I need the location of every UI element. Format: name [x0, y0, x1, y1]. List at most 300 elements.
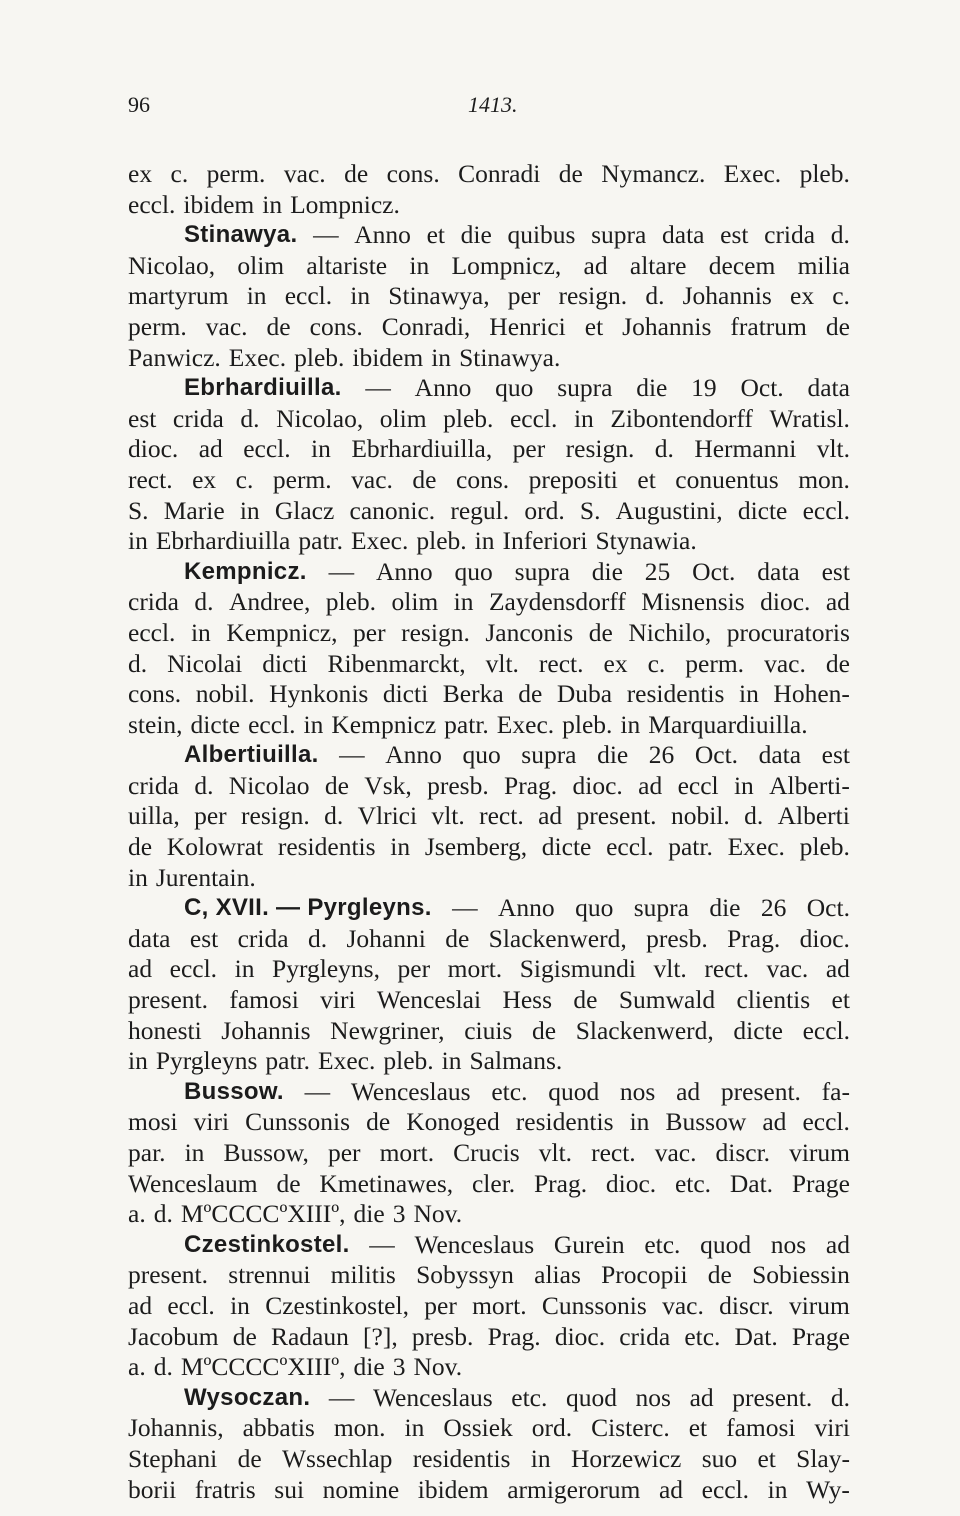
word: Misnensis [641, 587, 745, 617]
word: clientis [736, 985, 811, 1015]
word: Oct. [806, 893, 850, 923]
word: die [460, 220, 492, 250]
word: — [313, 220, 339, 250]
word: per [327, 1138, 361, 1167]
word: viri [814, 1413, 850, 1443]
word: Gurein [553, 1229, 625, 1259]
word: crida [128, 587, 179, 617]
word: Oct. [694, 740, 739, 770]
word: de [324, 770, 349, 800]
word: Cunssonis [541, 1290, 647, 1320]
word: pleb. [325, 587, 377, 617]
word: ibidem [417, 1474, 489, 1504]
word: in [441, 1046, 462, 1076]
word: Zibontendorff [610, 403, 753, 433]
text-line [128, 1291, 850, 1322]
word: Konoged [406, 1107, 500, 1137]
word: ad [762, 1107, 787, 1137]
word: eccl. [128, 617, 176, 647]
word: etc. [491, 1076, 528, 1106]
word: supra [591, 220, 647, 250]
word: de [276, 1168, 301, 1198]
word: pleb. [799, 832, 850, 862]
word: Ossiek [443, 1413, 513, 1443]
word: in [390, 832, 411, 862]
word: MºCCCCºXIIIº, [180, 1199, 346, 1229]
word: vlt. [538, 1138, 573, 1167]
word: pleb. [562, 709, 613, 739]
word: Jsemberg, [424, 832, 528, 862]
word: resign. [558, 281, 628, 311]
word: in [262, 189, 283, 219]
word: borii [128, 1474, 177, 1504]
word: et [757, 1443, 776, 1473]
word: — [328, 1382, 355, 1412]
word: presb. [427, 770, 489, 800]
word: pleb. [799, 159, 850, 188]
word: data [662, 220, 705, 250]
word: eccl. [606, 832, 654, 862]
word: residentis [626, 679, 725, 709]
text-line [128, 710, 850, 741]
text-line [128, 801, 850, 832]
word: Kolowrat [166, 832, 264, 862]
word: a. [128, 1352, 146, 1382]
word: Hohen- [773, 679, 850, 709]
text-line [128, 526, 850, 557]
word: 3 [392, 1352, 406, 1382]
word: vac. [205, 311, 248, 341]
word: pleb. [294, 342, 345, 372]
word: Sobyssyn [416, 1260, 514, 1290]
word: Nymancz. [601, 159, 706, 188]
word: in [350, 281, 371, 311]
text-line [128, 343, 850, 374]
word: Nicolao, [276, 403, 364, 433]
word: de [366, 1107, 391, 1137]
word: Prag. [487, 1321, 541, 1351]
word: de [531, 1015, 557, 1045]
word: Dat. [729, 1168, 774, 1198]
word: eccl. [802, 1107, 850, 1137]
word: Slackenwerd, [488, 923, 627, 953]
word: Exec. [727, 832, 785, 862]
word: stein, [128, 709, 183, 739]
word: de [825, 311, 850, 341]
text-line [128, 587, 850, 618]
word: ad [638, 770, 663, 800]
word: et [831, 985, 850, 1015]
word: mort. [472, 1290, 527, 1320]
word: per [507, 281, 541, 311]
word: — [304, 1076, 331, 1106]
word: Exec. [496, 709, 555, 739]
word: eccl. [248, 709, 296, 739]
word: nobil. [195, 679, 255, 709]
word: resign. [565, 434, 635, 464]
word: supra [633, 893, 689, 923]
word: d. [153, 1199, 173, 1229]
page-number: 96 [128, 92, 150, 117]
word: ad [198, 434, 223, 464]
word: Berka [442, 679, 504, 709]
word: Marquardiuilla. [648, 709, 808, 739]
word: Lompnicz. [290, 189, 400, 219]
word: residentis [412, 1443, 511, 1473]
word: Wenceslaus [414, 1229, 535, 1259]
word: die [709, 893, 741, 923]
word: die [353, 1199, 385, 1229]
word: d. [744, 801, 764, 831]
word: — [452, 893, 478, 923]
word: in [629, 1107, 650, 1137]
word: patr. [265, 1046, 311, 1076]
word: Prag. [727, 923, 781, 953]
word: Anno [385, 740, 442, 770]
word: dicti [262, 648, 308, 678]
word: presb. [646, 923, 708, 953]
word: de [412, 464, 437, 494]
word: dioc. [128, 434, 179, 464]
word: data [757, 556, 800, 586]
text-line [128, 373, 850, 404]
word: present. [576, 801, 657, 831]
word: Exec. [351, 526, 409, 556]
word: altare [629, 250, 687, 280]
text-line [128, 771, 850, 802]
word: Zaydensdorff [488, 587, 626, 617]
word: abbatis [242, 1413, 315, 1443]
word: Conradi, [381, 311, 471, 341]
word: Cunssonis [245, 1107, 351, 1137]
word: Wratisl. [769, 403, 850, 433]
text-line [128, 1077, 850, 1108]
word: c. [832, 281, 850, 311]
word: Lompnicz, [451, 250, 562, 280]
word: ord. [531, 1413, 573, 1443]
word: mon. [333, 1413, 386, 1443]
word: residentis [515, 1107, 614, 1137]
word: famosi [229, 985, 299, 1015]
word: Wy- [806, 1474, 850, 1504]
word: Hynkonis [269, 679, 369, 709]
word: c. [235, 464, 254, 494]
text-line [128, 1260, 850, 1291]
word: S. [579, 495, 601, 525]
word: eccl [677, 770, 719, 800]
word: MºCCCCºXIIIº, [180, 1352, 346, 1382]
word: per [353, 617, 386, 647]
word: virum [788, 1290, 850, 1320]
text-line [128, 1413, 850, 1444]
word: quo [575, 893, 614, 923]
word: ad [658, 1474, 684, 1504]
word: Jacobum [128, 1321, 219, 1351]
word: mort. [379, 1138, 435, 1167]
word: Hermanni [694, 434, 797, 464]
word: in [409, 250, 430, 280]
word: Nicolai [167, 648, 243, 678]
word: de [573, 985, 598, 1015]
text-line [128, 312, 850, 343]
word: Janconis [485, 617, 574, 647]
word: de [266, 311, 291, 341]
entry-heading: Stinawya. [184, 221, 298, 249]
word: de [237, 1443, 262, 1473]
word: militis [330, 1260, 396, 1290]
word: ad [538, 801, 563, 831]
text-line [128, 251, 850, 282]
word: nos [770, 1229, 807, 1259]
word: Stinawya, [388, 281, 490, 311]
word: in [620, 709, 641, 739]
word: Nicolao, [128, 250, 216, 280]
word: vlt. [485, 648, 519, 678]
word: Conradi [458, 159, 541, 188]
word: Stynawia. [595, 526, 697, 556]
word: Prag. [504, 770, 558, 800]
text-line [128, 404, 850, 435]
word: data [128, 923, 171, 953]
text-line [128, 1383, 850, 1414]
word: ad [128, 1290, 153, 1320]
word: Vsk, [364, 770, 412, 800]
word: Wssechlap [281, 1443, 393, 1473]
word: quo [462, 740, 501, 770]
word: sui [274, 1474, 305, 1504]
word: Augustini, [615, 495, 723, 525]
word: present. [732, 1382, 813, 1412]
word: ord. [524, 495, 565, 525]
word: Bussow, [223, 1138, 309, 1167]
word: ad [689, 1382, 714, 1412]
word: [?], [363, 1321, 398, 1351]
word: perm. [272, 464, 332, 494]
word: cler. [471, 1168, 516, 1198]
word: 26 [760, 893, 787, 923]
word: — [339, 740, 365, 770]
word: in [733, 770, 754, 800]
word: Procopii [601, 1260, 688, 1290]
word: present. [128, 1260, 209, 1290]
word: quo [495, 373, 534, 403]
text-line [128, 434, 850, 465]
word: ex [790, 281, 815, 311]
word: Oct. [740, 373, 784, 403]
word: de [128, 832, 153, 862]
word: in [767, 1474, 788, 1504]
word: de [232, 1321, 257, 1351]
word: mon. [798, 464, 850, 494]
word: regul. [450, 495, 510, 525]
word: est [720, 220, 749, 250]
word: Johannis [682, 281, 772, 311]
text-line [128, 496, 850, 527]
word: Inferiori [502, 526, 588, 556]
word: in [404, 1413, 425, 1443]
text-line [128, 1046, 850, 1077]
word: Ebrhardiuilla, [351, 434, 493, 464]
word: Wenceslaus [350, 1076, 471, 1106]
word: quod [548, 1076, 600, 1106]
word: Johanni [346, 923, 426, 953]
word: — [328, 556, 355, 586]
word: Exec. [228, 342, 287, 372]
word: 25 [644, 556, 671, 586]
word: pleb. [443, 403, 494, 433]
word: de [558, 159, 583, 188]
word: ad [128, 954, 153, 984]
text-line [128, 1138, 850, 1169]
word: fratrum [730, 311, 807, 341]
word: eccl. [128, 189, 176, 219]
word: d. [128, 648, 148, 678]
word: in [573, 403, 594, 433]
word: Slay- [796, 1443, 850, 1473]
word: alias [534, 1260, 581, 1290]
word: Dat. [734, 1321, 778, 1351]
word: Jurentain. [155, 862, 256, 892]
word: discr. [719, 1290, 774, 1320]
word: prepositi [528, 464, 618, 494]
text-line [128, 1475, 850, 1506]
word: Sumwald [618, 985, 716, 1015]
word: vlt. [431, 801, 465, 831]
word: vac. [662, 1290, 704, 1320]
word: olim [379, 403, 427, 433]
word: in [128, 526, 148, 556]
text-line [128, 954, 850, 985]
word: fa- [821, 1076, 850, 1106]
word: dioc. [760, 587, 811, 617]
word: ad [676, 1076, 701, 1106]
word: Anno [414, 373, 472, 403]
word: Nichilo, [628, 617, 712, 647]
word: — [369, 1229, 395, 1259]
word: discr. [715, 1138, 771, 1167]
word: dicte [190, 709, 241, 739]
entry-heading: Bussow. [184, 1077, 284, 1105]
word: per [424, 1290, 457, 1320]
text-line [128, 618, 850, 649]
word: d. [654, 434, 674, 464]
word: Johannis [622, 311, 712, 341]
word: Stinawya. [459, 342, 561, 372]
word: Alberti [777, 801, 850, 831]
word: de [707, 1260, 732, 1290]
word: Marie [163, 495, 225, 525]
text-line [128, 1352, 850, 1383]
word: Vlrici [357, 801, 418, 831]
word: olim [391, 587, 439, 617]
word: Anno [375, 556, 433, 586]
word: crida [619, 1321, 671, 1351]
text-line [128, 1016, 850, 1047]
word: vac. [283, 159, 326, 188]
word: 3 [392, 1199, 406, 1229]
word: crida [237, 923, 289, 953]
word: vac. [654, 1138, 697, 1167]
word: et [637, 464, 656, 494]
word: est [128, 403, 157, 433]
word: die [353, 1352, 385, 1382]
word: fratris [194, 1474, 256, 1504]
word: Radaun [270, 1321, 349, 1351]
word: decem [708, 250, 776, 280]
word: Kmetinawes, [319, 1168, 454, 1198]
word: in [128, 862, 148, 892]
word: Horzewicz [570, 1443, 682, 1473]
word: per [512, 434, 546, 464]
word: Prage [791, 1321, 850, 1351]
word: ciuis [464, 1015, 513, 1045]
word: armigerorum [507, 1474, 641, 1504]
word: de [445, 923, 470, 953]
text-line [128, 220, 850, 251]
text-line [128, 190, 850, 221]
word: d. [324, 801, 344, 831]
word: eccl. [509, 403, 558, 433]
word: d. [645, 281, 665, 311]
word: dioc. [605, 1168, 657, 1198]
word: et [584, 311, 604, 341]
word: Nov. [413, 1352, 463, 1382]
word: Cisterc. [591, 1413, 670, 1443]
word: conuentus [675, 464, 779, 494]
word: nomine [322, 1474, 400, 1504]
word: Kempnicz, [226, 617, 338, 647]
word: eccl. [701, 1474, 750, 1504]
word: Panwicz. [128, 342, 221, 372]
text-line [128, 649, 850, 680]
word: Anno [354, 220, 411, 250]
word: Glacz [274, 495, 335, 525]
word: ibidem [183, 189, 255, 219]
word: pleb. [416, 526, 467, 556]
word: Johannis [221, 1015, 311, 1045]
word: vlt. [816, 434, 850, 464]
word: Sobiessin [752, 1260, 850, 1290]
word: c. [170, 159, 189, 188]
word: Nicolao [228, 770, 310, 800]
word: etc. [684, 1321, 721, 1351]
word: resign. [241, 801, 310, 831]
text-line [128, 679, 850, 710]
page-year: 1413. [468, 92, 518, 117]
word: eccl. [802, 495, 850, 525]
word: in [190, 617, 211, 647]
word: ibidem [352, 342, 424, 372]
word: par. [128, 1138, 166, 1167]
word: d. [830, 1382, 850, 1412]
word: ad [825, 1229, 850, 1259]
word: viri [193, 1107, 230, 1137]
word: Henrici [489, 311, 566, 341]
word: in [230, 1290, 250, 1320]
word: perm. [685, 648, 745, 678]
word: ex [192, 464, 217, 494]
word: quibus [507, 220, 576, 250]
word: eccl. [802, 1015, 850, 1045]
word: strennui [228, 1260, 311, 1290]
word: rect. [128, 464, 173, 494]
word: Wenceslaus [372, 1382, 493, 1412]
word: honesti [128, 1015, 202, 1045]
text-line [128, 159, 850, 190]
word: Exec. [723, 159, 782, 188]
word: ad [583, 250, 608, 280]
word: pleb. [383, 1046, 434, 1076]
